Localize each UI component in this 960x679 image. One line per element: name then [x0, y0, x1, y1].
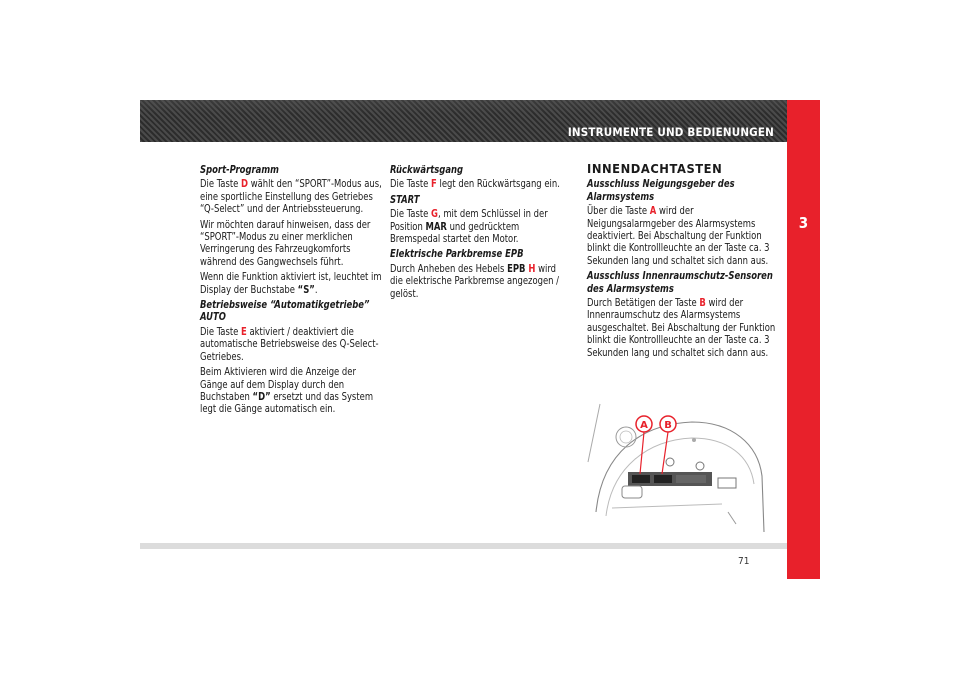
column-middle: [390, 165, 569, 304]
key-letter: H: [525, 263, 536, 275]
heading-epb: Elektrische Parkbremse EPB: [390, 249, 524, 261]
header-band: [140, 100, 788, 142]
chapter-number: 3: [798, 214, 809, 232]
heading-interior-sensor: Ausschluss Innenraumschutz-Sensoren des Alarmsystems: [587, 271, 773, 295]
heading-reverse: Rückwärtsgang: [390, 165, 464, 176]
heading-sport-program: Sport-Programm: [200, 165, 279, 176]
key-letter: D: [241, 179, 249, 191]
paragraph: Die Taste E aktiviert / deaktiviert die automatische Betriebsweise des Q-Select-Getriebes.: [200, 326, 379, 363]
paragraph: Wir möchten darauf hinweisen, dass der “SPORT”-Modus zu einer merklichen Verringerung des Fahrzeugkomforts während des Gangwechsels führt.: [200, 219, 371, 268]
leader-line-b: [662, 432, 668, 474]
paragraph: Durch Anheben des Hebels EPB H wird die elektrische Parkbremse angezogen / gelöst.: [390, 263, 560, 300]
callout-a-label: A: [640, 420, 648, 431]
callout-b-label: B: [664, 420, 672, 431]
paragraph: Durch Betätigen der Taste B wird der Innenraumschutz des Alarmsystems ausgeschaltet. Bei Abschaltung der Funktion blinkt die Kontrollleuchte an der Taste ca. 3 Sekunden lang und schaltet sich dann aus.: [587, 298, 776, 359]
paragraph: Die Taste G, mit dem Schlüssel in der Position MAR und gedrücktem Bremspedal startet den Motor.: [390, 209, 548, 246]
paragraph: Die Taste F legt den Rückwärtsgang ein.: [390, 179, 560, 191]
paragraph: Wenn die Funktion aktiviert ist, leuchtet im Display der Buchstabe “S”.: [200, 272, 382, 296]
section-title: INSTRUMENTE UND BEDIENUNGEN: [567, 125, 774, 139]
heading-tilt-sensor: Ausschluss Neigungsgeber des Alarmsystems: [587, 179, 735, 203]
column-right: [587, 163, 776, 363]
key-letter: A: [649, 206, 657, 218]
paragraph: Die Taste D wählt den “SPORT”-Modus aus, eine sportliche Einstellung des Getriebes “Q-Select” und der Antriebssteuerung.: [200, 179, 382, 216]
column-left: [200, 165, 384, 420]
key-letter: B: [699, 298, 706, 310]
key-letter: G: [431, 209, 438, 221]
section-heading: INNENDACHTASTEN: [587, 161, 723, 176]
roof-console-illustration: [582, 392, 770, 532]
key-letter: F: [431, 179, 437, 191]
paragraph: Beim Aktivieren wird die Anzeige der Gänge auf dem Display durch den Buchstaben “D” ersetzt und das System legt die Gänge automatisch ein.: [200, 367, 374, 416]
footer-band: [140, 543, 787, 549]
paragraph: Über die Taste A wird der Neigungsalarmgeber des Alarmsystems deaktiviert. Bei Abschaltung der Funktion blinkt die Kontrollleuchte an der Taste ca. 3 Sekunden lang und schaltet sich dann aus.: [587, 206, 770, 267]
chapter-tab: [787, 100, 820, 579]
heading-start: START: [390, 194, 420, 206]
page-number: 71: [738, 556, 750, 567]
heading-auto-mode: Betriebsweise “Automatikgetriebe” AUTO: [200, 300, 370, 324]
key-letter: E: [241, 326, 247, 338]
